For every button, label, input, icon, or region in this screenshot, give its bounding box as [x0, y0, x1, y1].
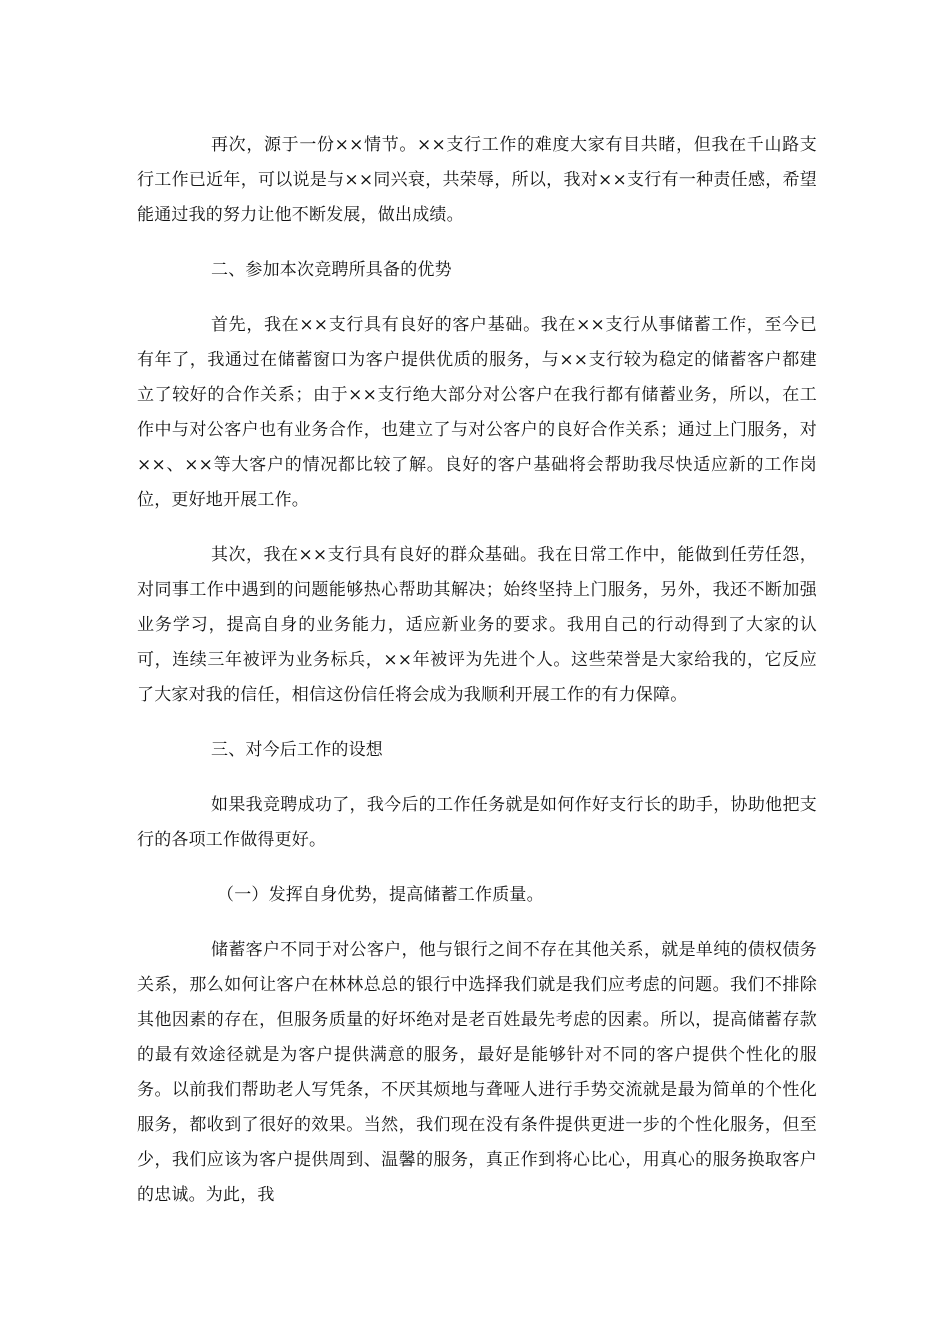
subsection-heading-savings-quality: （一）发挥自身优势，提高储蓄工作质量。	[217, 885, 544, 905]
section-heading-future-plans: 三、对今后工作的设想	[211, 740, 383, 760]
section-heading-advantages: 二、参加本次竞聘所具备的优势	[211, 260, 452, 280]
paragraph-role-goal: 如果我竞聘成功了，我今后的工作任务就是如何作好支行长的助手，协助他把支行的各项工作做得更好。	[137, 795, 817, 850]
paragraph-customer-base: 首先，我在××支行具有良好的客户基础。我在××支行从事储蓄工作，至今已有年了，我通过在储蓄窗口为客户提供优质的服务，与××支行较为稳定的储蓄客户都建立了较好的合作关系；由于××支行绝大部分对公客户在我行都有储蓄业务，所以，在工作中与对公客户也有业务合作，也建立了与对公客户的良好合作关系；通过上门服务，对××、××等大客户的情况都比较了解。良好的客户基础将会帮助我尽快适应新的工作岗位，更好地开展工作。	[137, 315, 817, 510]
paragraph-savings-service: 储蓄客户不同于对公客户，他与银行之间不存在其他关系，就是单纯的债权债务关系，那么如何让客户在林林总总的银行中选择我们就是我们应考虑的问题。我们不排除其他因素的存在，但服务质量的好坏绝对是老百姓最先考虑的因素。所以，提高储蓄存款的最有效途径就是为客户提供满意的服务，最好是能够针对不同的客户提供个性化的服务。以前我们帮助老人写凭条，不厌其烦地与聋哑人进行手势交流就是最为简单的个性化服务，都收到了很好的效果。当然，我们现在没有条件提供更进一步的个性化服务，但至少，我们应该为客户提供周到、温馨的服务，真正作到将心比心，用真心的服务换取客户的忠诚。为此，我	[137, 940, 817, 1205]
paragraph-commitment: 再次，源于一份××情节。××支行工作的难度大家有目共睹，但我在千山路支行工作已近年，可以说是与××同兴衰，共荣辱，所以，我对××支行有一种责任感，希望能通过我的努力让他不断发展，做出成绩。	[137, 135, 817, 225]
document-body	[137, 128, 817, 1233]
paragraph-colleague-support: 其次，我在××支行具有良好的群众基础。我在日常工作中，能做到任劳任怨，对同事工作中遇到的问题能够热心帮助其解决；始终坚持上门服务，另外，我还不断加强业务学习，提高自身的业务能力，适应新业务的要求。我用自己的行动得到了大家的认可，连续三年被评为业务标兵，××年被评为先进个人。这些荣誉是大家给我的，它反应了大家对我的信任，相信这份信任将会成为我顺利开展工作的有力保障。	[137, 545, 817, 705]
